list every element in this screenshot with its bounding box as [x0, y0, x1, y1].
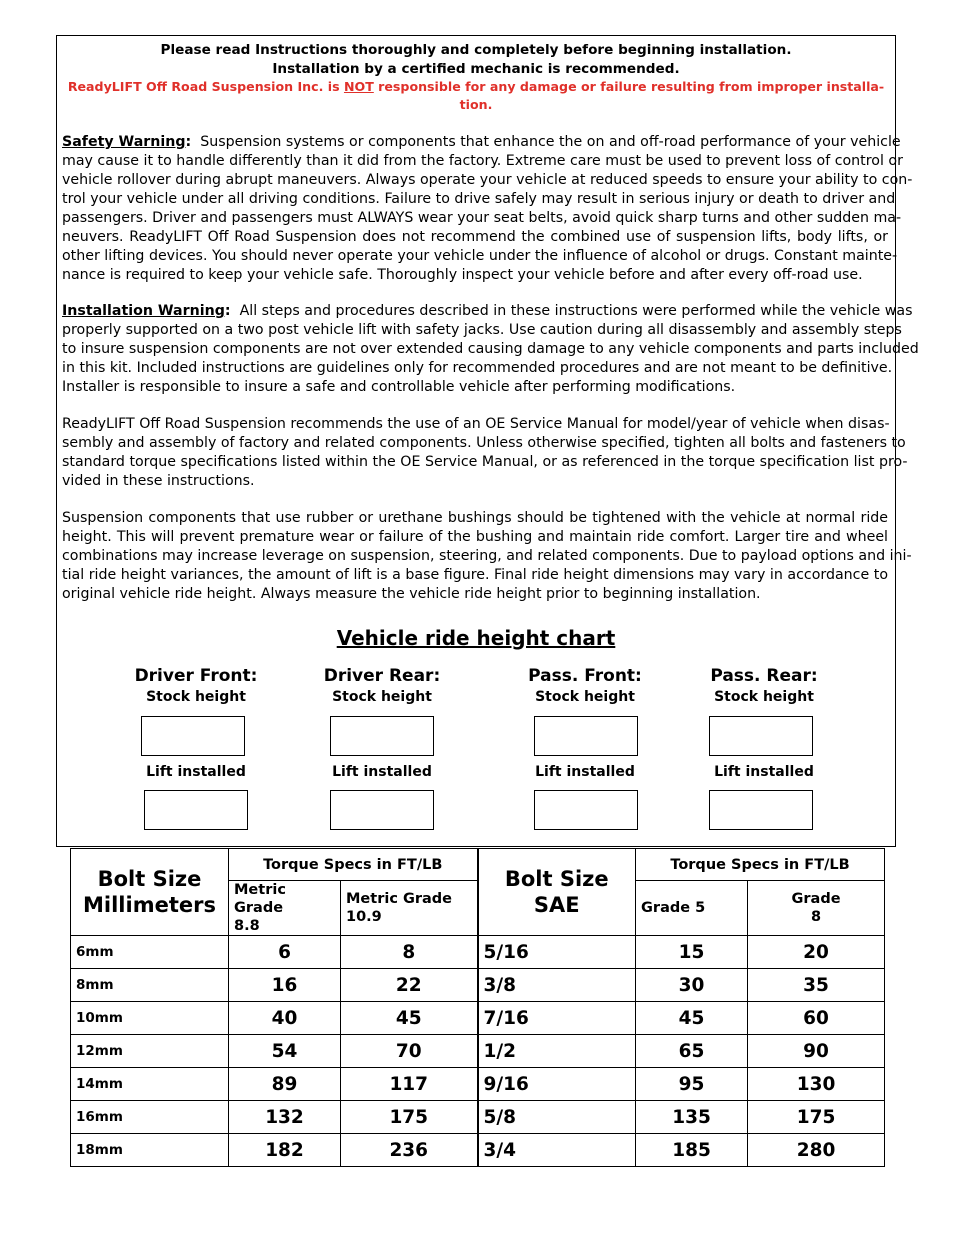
metric-bolt-size-cell: 10mm	[71, 1002, 229, 1035]
grade-109-torque-cell: 8	[341, 936, 478, 969]
disclaimer-post: responsible for any damage or failure resulting from improper installa-	[373, 79, 885, 94]
metric-bolt-size-cell: 8mm	[71, 969, 229, 1002]
torque-row	[71, 936, 885, 969]
grade-8-torque-cell: 60	[748, 1002, 885, 1035]
grade-5-torque-cell: 30	[636, 969, 748, 1002]
disclaimer	[60, 78, 892, 97]
grade-88-torque-cell: 40	[229, 1002, 341, 1035]
bushing-line: Suspension components that use rubber or urethane bushings should be tightened with the vehicle at normal ride	[62, 510, 888, 526]
driver-rear-heading: Driver Rear:	[323, 666, 441, 686]
pass-rear-lift-box[interactable]	[709, 790, 813, 830]
torque-spec-table	[70, 848, 885, 1167]
sae-bolt-size-cell: 1/2	[478, 1035, 636, 1068]
sae-header-line2: SAE	[533, 893, 580, 917]
torque-row	[71, 1134, 885, 1167]
grade-109-a: Metric Grade	[346, 891, 453, 907]
metric-grade-109-header	[341, 881, 478, 936]
sae-bolt-size-cell: 7/16	[478, 1002, 636, 1035]
notice-line-2: Installation by a certified mechanic is recommended.	[272, 61, 680, 77]
grade-88-b: 8.8	[234, 918, 260, 934]
driver-rear-lift-box[interactable]	[330, 790, 434, 830]
metric-torque-specs-header: Torque Specs in FT/LB	[229, 849, 478, 881]
grade-8-torque-cell: 90	[748, 1035, 885, 1068]
driver-front-stock-label: Stock height	[146, 689, 246, 705]
grade-8-torque-cell: 20	[748, 936, 885, 969]
bushing-line: combinations may increase leverage on suspension, steering, and related components. Due to payload options and ini-	[62, 547, 912, 564]
installation-line: in this kit. Included instructions are guidelines only for recommended procedures and are not meant to be definitive.	[62, 359, 893, 376]
driver-front-stock-box[interactable]	[141, 716, 245, 756]
metric-bolt-size-header	[71, 849, 229, 936]
grade-88-torque-cell: 6	[229, 936, 341, 969]
grade-109-torque-cell: 175	[341, 1101, 478, 1134]
grade-5-header: Grade 5	[636, 881, 748, 936]
metric-bolt-size-cell: 18mm	[71, 1134, 229, 1167]
grade-109-torque-cell: 22	[341, 969, 478, 1002]
installation-warning-paragraph: Installation Warning: All steps and procedures described in these instructions were performed while the vehicle was properly supported on a two post vehicle lift with safety jacks. Use caution during all disassembly and assembly steps to insure suspension components are not over extended causing damage to any vehicle components and parts included in this kit. Included instructions are guidelines only for recommended procedures and are not meant to be definitive. Installer is responsible to insure a safe and controllable vehicle after performing modifications.	[62, 303, 919, 395]
grade-109-torque-cell: 117	[341, 1068, 478, 1101]
grade-8-torque-cell: 280	[748, 1134, 885, 1167]
bushing-line: tial ride height variances, the amount of lift is a base figure. Final ride height dimensions may vary in accordance to	[62, 566, 888, 583]
sae-bolt-size-cell: 3/4	[478, 1134, 636, 1167]
sae-bolt-size-cell: 3/8	[478, 969, 636, 1002]
disclaimer-pre: ReadyLIFT Off Road Suspension Inc. is	[67, 79, 344, 94]
ride-height-chart-title: Vehicle ride height chart	[336, 626, 616, 650]
grade-5-torque-cell: 95	[636, 1068, 748, 1101]
pass-rear-lift-label: Lift installed	[714, 764, 814, 780]
torque-row	[71, 1101, 885, 1134]
grade-88-torque-cell: 132	[229, 1101, 341, 1134]
pass-rear-heading: Pass. Rear:	[710, 666, 818, 686]
torque-row	[71, 969, 885, 1002]
safety-line: may cause it to handle differently than it did from the factory. Extreme care must be used to prevent loss of control or	[62, 152, 903, 169]
sae-bolt-size-cell: 5/8	[478, 1101, 636, 1134]
metric-bolt-size-cell: 6mm	[71, 936, 229, 969]
grade-8-header	[748, 881, 885, 936]
sae-bolt-size-header	[478, 849, 636, 936]
metric-header-line1: Bolt Size	[97, 867, 202, 891]
grade-109-torque-cell: 45	[341, 1002, 478, 1035]
grade-88-torque-cell: 54	[229, 1035, 341, 1068]
bushing-line: height. This will prevent premature wear or failure of the bushing and maintain ride comfort. Larger tire and wheel	[62, 528, 888, 545]
pass-front-heading: Pass. Front:	[528, 666, 642, 686]
manual-line: sembly and assembly of factory and related components. Unless otherwise specified, tighten all bolts and fasteners to	[62, 434, 906, 451]
grade-109-torque-cell: 70	[341, 1035, 478, 1068]
safety-warning-label: Safety Warning	[62, 134, 186, 150]
metric-grade-88-header	[229, 881, 341, 936]
manual-line: ReadyLIFT Off Road Suspension recommends the use of an OE Service Manual for model/year of vehicle when disas-	[62, 416, 890, 432]
sae-header-line1: Bolt Size	[504, 867, 609, 891]
driver-front-heading: Driver Front:	[134, 666, 258, 686]
manual-line: vided in these instructions.	[62, 472, 255, 489]
safety-line: passengers. Driver and passengers must ALWAYS wear your seat belts, avoid quick sharp turns and other sudden ma-	[62, 209, 902, 226]
grade-8-a: Grade	[791, 891, 841, 907]
safety-line: other lifting devices. You should never operate your vehicle under the influence of alcohol or drugs. Constant mainte-	[62, 247, 898, 264]
grade-109-b: 10.9	[346, 909, 382, 925]
grade-5-torque-cell: 45	[636, 1002, 748, 1035]
installation-line: All steps and procedures described in these instructions were performed while the vehicle was	[239, 303, 913, 319]
metric-bolt-size-cell: 12mm	[71, 1035, 229, 1068]
driver-front-lift-label: Lift installed	[146, 764, 246, 780]
grade-109-torque-cell: 236	[341, 1134, 478, 1167]
driver-rear-lift-label: Lift installed	[332, 764, 432, 780]
grade-88-a: Metric Grade	[234, 882, 286, 916]
read-instructions-notice	[60, 41, 892, 60]
grade-88-torque-cell: 16	[229, 969, 341, 1002]
safety-line: neuvers. ReadyLIFT Off Road Suspension does not recommend the combined use of suspension lifts, body lifts, or	[62, 228, 888, 245]
safety-warning-paragraph: Safety Warning: Suspension systems or components that enhance the on and off-road performance of your vehicle may cause it to handle differently than it did from the factory. Extreme care must be used to prevent loss of control or vehicle rollover during abrupt maneuvers. Always operate your vehicle at reduced speeds to ensure your ability to con- trol your vehicle under all driving conditions. Failure to drive safely may result in serious injury or death to driver and passengers. Driver and passengers must ALWAYS wear your seat belts, avoid quick sharp turns and other sudden ma- neuvers. ReadyLIFT Off Road Suspension does not recommend the combined use of suspension lifts, body lifts, or other lifting devices. You should never operate your vehicle under the influence of alcohol or drugs. Constant mainte- nance is required to keep your vehicle safe. Thoroughly inspect your vehicle before and after every off-road use.	[62, 134, 913, 283]
safety-line: Suspension systems or components that enhance the on and off-road performance of your vehicle	[200, 134, 901, 150]
sae-bolt-size-cell: 9/16	[478, 1068, 636, 1101]
manual-line: standard torque specifications listed within the OE Service Manual, or as referenced in the torque specification list pro-	[62, 453, 908, 470]
certified-mechanic-notice	[60, 60, 892, 79]
torque-row	[71, 1035, 885, 1068]
grade-8-b: 8	[810, 909, 822, 925]
bushing-line: original vehicle ride height. Always measure the vehicle ride height prior to beginning installation.	[62, 585, 761, 602]
safety-line: trol your vehicle under all driving conditions. Failure to drive safely may result in serious injury or death to driver and	[62, 190, 896, 207]
grade-5-torque-cell: 185	[636, 1134, 748, 1167]
metric-header-line2: Millimeters	[83, 893, 216, 917]
pass-front-lift-box[interactable]	[534, 790, 638, 830]
driver-front-lift-box[interactable]	[144, 790, 248, 830]
pass-rear-stock-label: Stock height	[714, 689, 814, 705]
pass-front-stock-box[interactable]	[534, 716, 638, 756]
pass-front-lift-label: Lift installed	[535, 764, 635, 780]
driver-rear-stock-label: Stock height	[332, 689, 432, 705]
disclaimer-end	[60, 96, 892, 115]
grade-8-torque-cell: 175	[748, 1101, 885, 1134]
grade-8-torque-cell: 35	[748, 969, 885, 1002]
safety-line: vehicle rollover during abrupt maneuvers. Always operate your vehicle at reduced speeds to ensure your ability to con-	[62, 171, 913, 188]
torque-row	[71, 1002, 885, 1035]
pass-rear-stock-box[interactable]	[709, 716, 813, 756]
grade-88-torque-cell: 182	[229, 1134, 341, 1167]
driver-rear-stock-box[interactable]	[330, 716, 434, 756]
metric-bolt-size-cell: 14mm	[71, 1068, 229, 1101]
bushing-paragraph	[62, 509, 912, 604]
sae-torque-specs-header: Torque Specs in FT/LB	[636, 849, 885, 881]
grade-5-torque-cell: 15	[636, 936, 748, 969]
grade-5-torque-cell: 135	[636, 1101, 748, 1134]
torque-row	[71, 1068, 885, 1101]
grade-5-torque-cell: 65	[636, 1035, 748, 1068]
installation-line: to insure suspension components are not over extended causing damage to any vehicle components and parts included	[62, 340, 919, 357]
sae-bolt-size-cell: 5/16	[478, 936, 636, 969]
grade-88-torque-cell: 89	[229, 1068, 341, 1101]
disclaimer-not: NOT	[343, 79, 374, 94]
disclaimer-end-text: tion.	[459, 97, 493, 112]
pass-front-stock-label: Stock height	[535, 689, 635, 705]
safety-line: nance is required to keep your vehicle safe. Thoroughly inspect your vehicle before and after every off-road use.	[62, 266, 863, 283]
service-manual-paragraph	[62, 415, 908, 491]
notice-line-1: Please read Instructions thoroughly and completely before beginning installation.	[160, 42, 792, 58]
metric-bolt-size-cell: 16mm	[71, 1101, 229, 1134]
grade-8-torque-cell: 130	[748, 1068, 885, 1101]
installation-warning-label: Installation Warning	[62, 303, 225, 319]
installation-line: properly supported on a two post vehicle lift with safety jacks. Use caution during all disassembly and assembly steps	[62, 321, 902, 338]
installation-line: Installer is responsible to insure a safe and controllable vehicle after performing modifications.	[62, 378, 736, 395]
